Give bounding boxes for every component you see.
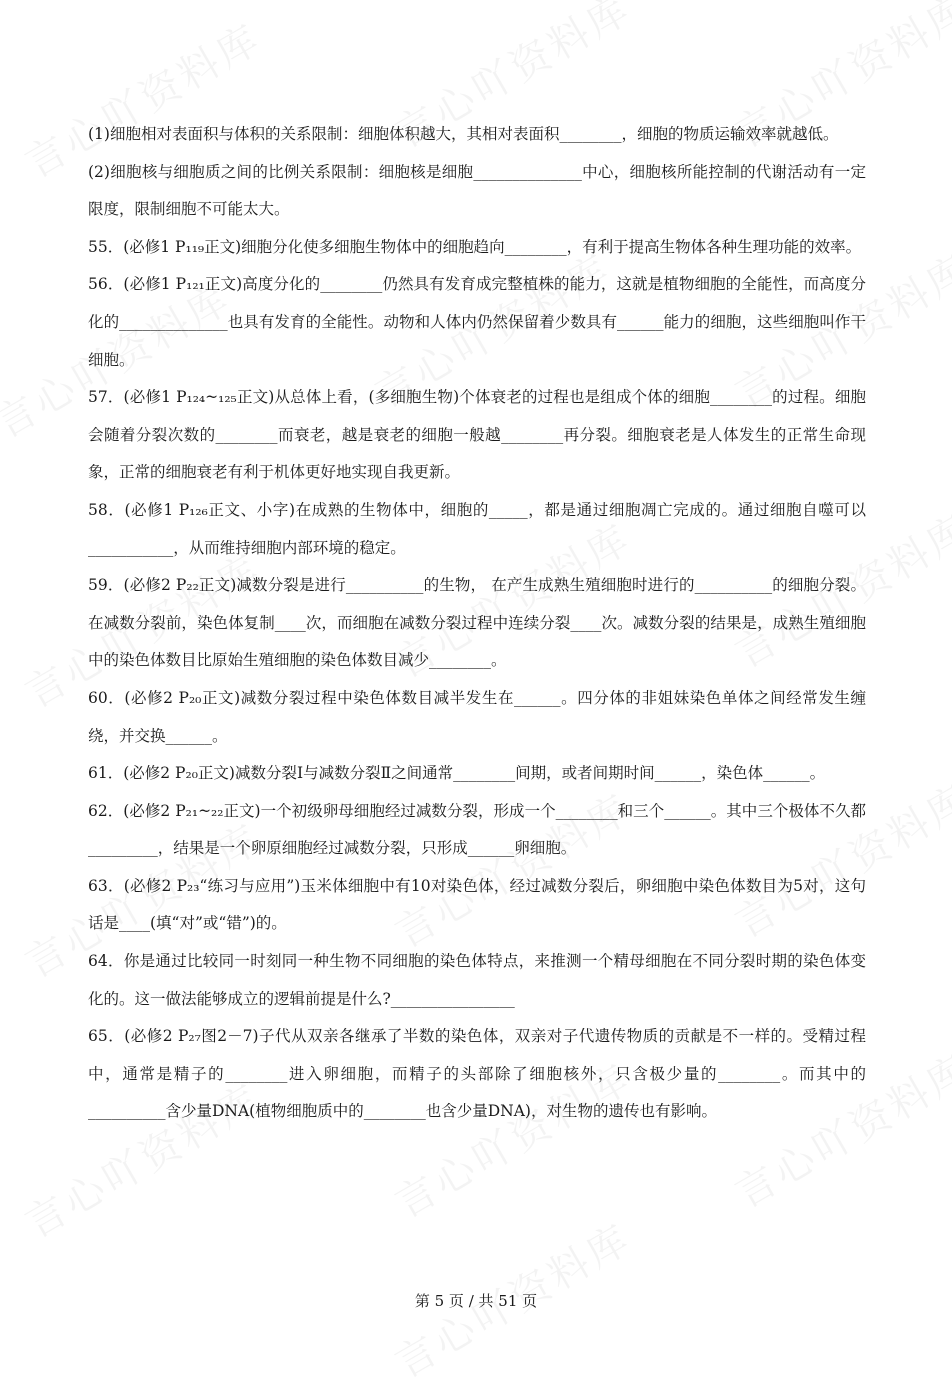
paragraph-text: 63．(必修2 P₂₃“练习与应用”)玉米体细胞中有10对染色体，经过减数分裂后，卵细胞中染色体数目为5对，这句话是____(填“对”或“错”)的。 [88,876,866,933]
paragraph-text: 57．(必修1 P₁₂₄~₁₂₅正文)从总体上看，(多细胞生物)个体衰老的过程也是组成个体的细胞________的过程。细胞会随着分裂次数的________而衰老，越是衰老的细胞一般越________再分裂。细胞衰老是人体发生的正常生命现象，正常的细胞衰老有利于机体更好地实现自我更新。 [88,388,866,482]
question-55 [88,229,866,267]
paragraph-text: (2)细胞核与细胞质之间的比例关系限制：细胞核是细胞______________中心，细胞核所能控制的代谢活动有一定限度，限制细胞不可能太大。 [88,162,866,219]
question-65 [88,1018,866,1131]
question-61 [88,755,866,793]
paragraph-text: 62．(必修2 P₂₁~₂₂正文)一个初级卵母细胞经过减数分裂，形成一个________和三个______。其中三个极体不久都_________，结果是一个卵原细胞经过减数分裂，只形成______卵细胞。 [88,801,866,858]
paragraph-text: 56．(必修1 P₁₂₁正文)高度分化的________仍然具有发育成完整植株的能力，这就是植物细胞的全能性，而高度分化的______________也具有发育的全能性。动物和人体内仍然保留着少数具有______能力的细胞，这些细胞叫作干细胞。 [88,275,866,369]
question-57 [88,379,866,492]
page-number-footer: 第 5 页 / 共 51 页 [414,1292,538,1310]
paragraph-text: 60．(必修2 P₂₀正文)减数分裂过程中染色体数目减半发生在______。四分体的非姐妹染色单体之间经常发生缠绕，并交换______。 [88,688,866,745]
paragraph-text: 64．你是通过比较同一时刻同一种生物不同细胞的染色体特点，来推测一个精母细胞在不同分裂时期的染色体变化的。这一做法能够成立的逻辑前提是什么?________________ [88,952,866,1008]
paragraph-text: 55．(必修1 P₁₁₉正文)细胞分化使多细胞生物体中的细胞趋向________，有利于提高生物体各种生理功能的效率。 [88,237,862,256]
question-56 [88,266,866,379]
paragraph-text: 58．(必修1 P₁₂₆正文、小字)在成熟的生物体中，细胞的_____，都是通过细胞凋亡完成的。通过细胞自噬可以___________，从而维持细胞内部环境的稳定。 [88,500,866,557]
question-58 [88,492,866,567]
paragraph-text: 61．(必修2 P₂₀正文)减数分裂Ⅰ与减数分裂Ⅱ之间通常________间期，或者间期时间______，染色体______。 [88,764,826,783]
paragraph-text: 59．(必修2 P₂₂正文)减数分裂是进行__________的生物， 在产生成熟生殖细胞时进行的__________的细胞分裂。在减数分裂前，染色体复制____次，而细胞在减数分裂过程中连续分裂____次。减数分裂的结果是，成熟生殖细胞中的染色体数目比原始生殖细胞的染色体数目减少________。 [88,576,866,670]
paragraph-cell-size-limit-1 [88,116,866,154]
question-63 [88,868,866,943]
document-body [88,116,866,1131]
question-60 [88,680,866,755]
question-62 [88,793,866,868]
paragraph-text: 65．(必修2 P₂₇图2－7)子代从双亲各继承了半数的染色体，双亲对子代遗传物质的贡献是不一样的。受精过程中，通常是精子的________进入卵细胞，而精子的头部除了细胞核外，只含极少量的________。而其中的__________含少量DNA(植物细胞质中的________也含少量DNA)，对生物的遗传也有影响。 [88,1027,866,1121]
question-59 [88,567,866,680]
paragraph-text: (1)细胞相对表面积与体积的关系限制：细胞体积越大，其相对表面积________，细胞的物质运输效率就越低。 [88,125,839,143]
paragraph-cell-size-limit-2 [88,154,866,229]
question-64 [88,943,866,1018]
